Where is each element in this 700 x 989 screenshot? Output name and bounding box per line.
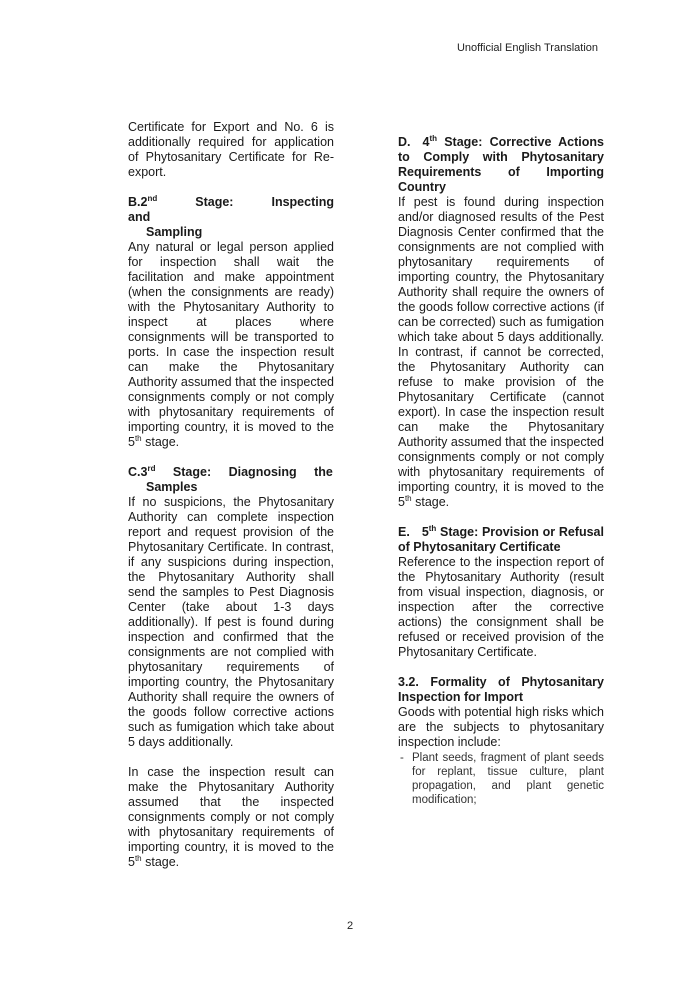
section-d-body: If pest is found during inspection and/or diagnosed results of the Pest Diagnosis Center confirmed that the consignments are not complied with phytosanitary requirements of importing country, the Phytosanitary Authority shall require the owners of the goods follow corrective actions (if can be corrected) such as fumigation which take about 5 days additionally. In contrast, if cannot be corrected, the Phytosanitary Authority can refuse to make provision of the Phytosanitary Certificate (cannot export). In case the inspection result can make the Phytosanitary Authority assumed that the inspected consignments comply or not comply with phytosanitary requirements of importing country, it is moved to the 5th stage.: [398, 195, 604, 509]
section-3-2-body: Goods with potential high risks which are the subjects to phytosanitary inspection include:: [398, 705, 604, 749]
right-column: [398, 135, 604, 807]
section-c-heading: C.3rd Stage: Diagnosing the Samples: [128, 463, 333, 494]
section-b-heading: B.2nd Stage: Inspecting and Sampling: [128, 193, 334, 239]
bullet-dash: -: [400, 752, 404, 764]
list-item-text: Plant seeds, fragment of plant seeds for replant, tissue culture, plant propagation, and plant genetic modification;: [412, 752, 604, 806]
section-c-body-2: In case the inspection result can make the Phytosanitary Authority assumed that the inspected consignments comply or not comply with phytosanitary requirements of importing country, it is moved to the 5th stage.: [128, 765, 334, 869]
page-header: Unofficial English Translation: [456, 42, 598, 54]
section-e-body: Reference to the inspection report of the Phytosanitary Authority (result from visual inspection, diagnosis, or inspection after the corrective actions) the consignment shall be refused or received provision of the Phytosanitary Certificate.: [398, 555, 604, 659]
section-e-heading: E. 5th Stage: Provision or Refusal of Phytosanitary Certificate: [398, 523, 604, 554]
intro-paragraph: Certificate for Export and No. 6 is additionally required for application of Phytosanitary Certificate for Re-export.: [128, 120, 334, 179]
section-c-body: If no suspicions, the Phytosanitary Authority can complete inspection report and request provision of the Phytosanitary Certificate. In contrast, if any suspicions during inspection, the Phytosanitary Authority shall send the samples to Pest Diagnosis Center (take about 1-3 days additionally). If pest is found during inspection and confirmed that the consignments are not complied with phytosanitary requirements of importing country, the Phytosanitary Authority shall require the owners of the goods follow corrective actions such as fumigation which take about 5 days additionally.: [128, 495, 334, 749]
section-b-body: Any natural or legal person applied for inspection shall wait the facilitation and make appointment (when the consignments are ready) with the Phytosanitary Authority to inspect at places where consignments will be transported to ports. In case the inspection result can make the Phytosanitary Authority assumed that the inspected consignments comply or not comply with phytosanitary requirements of importing country, it is moved to the 5th stage.: [128, 240, 334, 449]
page-number: 2: [346, 920, 354, 932]
section-d-heading: D. 4th Stage: Corrective Actions to Comply with Phytosanitary Requirements of Importing Country: [398, 133, 604, 194]
section-3-2-heading: 3.2. Formality of Phytosanitary Inspection for Import: [398, 675, 604, 704]
list-item: [398, 751, 604, 807]
left-column: [128, 120, 334, 870]
